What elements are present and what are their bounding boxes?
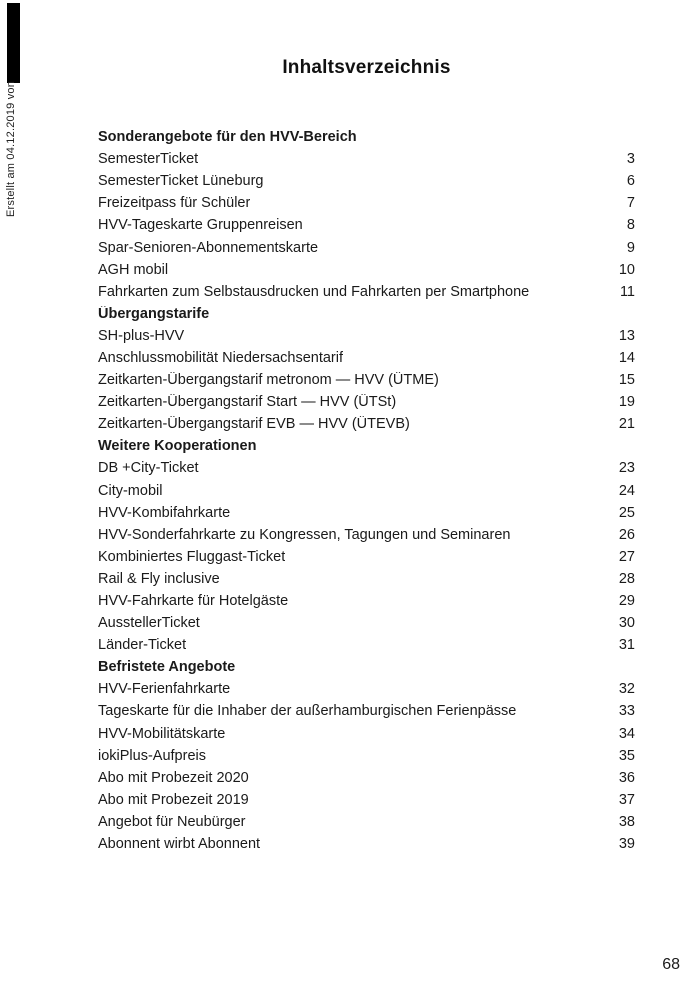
toc-list <box>98 126 635 855</box>
toc-entry-label: Abonnent wirbt Abonnent <box>98 836 261 853</box>
toc-entry-label: Angebot für Neubürger <box>98 813 246 830</box>
toc-entry-page-number: 8 <box>626 217 635 234</box>
toc-entry <box>98 678 635 700</box>
toc-entry-page-number: 9 <box>626 239 635 256</box>
toc-entry <box>98 391 635 413</box>
toc-entry <box>98 480 635 502</box>
toc-entry-page-number: 24 <box>618 482 635 499</box>
toc-entry-label: Länder-Ticket <box>98 637 187 654</box>
toc-entry-label: HVV-Ferienfahrkarte <box>98 681 231 698</box>
toc-entry-page-number: 15 <box>618 372 635 389</box>
toc-entry <box>98 789 635 811</box>
toc-entry-label: HVV-Sonderfahrkarte zu Kongressen, Tagungen und Seminaren <box>98 526 511 543</box>
toc-entry <box>98 833 635 855</box>
footer-page-number: 68 <box>662 956 680 973</box>
toc-entry-page-number: 21 <box>618 416 635 433</box>
toc-entry <box>98 723 635 745</box>
toc-entry-page-number: 10 <box>618 261 635 278</box>
toc-entry-label: City-mobil <box>98 482 163 499</box>
toc-entry-label: iokiPlus-Aufpreis <box>98 747 206 764</box>
toc-entry-label: SH-plus-HVV <box>98 327 185 344</box>
toc-section-heading-label: Übergangstarife <box>98 305 210 322</box>
toc-entry-page-number: 32 <box>618 681 635 698</box>
toc-entry-page-number: 39 <box>618 836 635 853</box>
toc-entry-page-number: 6 <box>626 173 635 190</box>
toc-entry-page-number: 30 <box>618 615 635 632</box>
toc-entry-page-number: 35 <box>618 747 635 764</box>
toc-entry <box>98 590 635 612</box>
toc-entry-label: Zeitkarten-Übergangstarif EVB — HVV (ÜTEVB) <box>98 416 410 433</box>
toc-entry-page-number: 34 <box>618 725 635 742</box>
toc-entry-page-number: 36 <box>618 769 635 786</box>
toc-entry-label: AusstellerTicket <box>98 615 200 632</box>
toc-entry <box>98 148 635 170</box>
toc-entry-page-number: 37 <box>618 791 635 808</box>
toc-entry-label: SemesterTicket Lüneburg <box>98 173 264 190</box>
toc-entry <box>98 811 635 833</box>
toc-entry-label: HVV-Fahrkarte für Hotelgäste <box>98 593 289 610</box>
created-on-note: Erstellt am 04.12.2019 von <box>5 80 17 217</box>
toc-entry <box>98 634 635 656</box>
toc-entry-label: Kombiniertes Fluggast-Ticket <box>98 548 286 565</box>
toc-entry <box>98 457 635 479</box>
toc-entry-label: SemesterTicket <box>98 151 199 168</box>
toc-entry <box>98 524 635 546</box>
toc-entry <box>98 281 635 303</box>
toc-entry-page-number: 7 <box>626 195 635 212</box>
toc-entry-label: HVV-Mobilitätskarte <box>98 725 226 742</box>
toc-entry-page-number: 11 <box>619 283 635 300</box>
toc-entry-label: Freizeitpass für Schüler <box>98 195 251 212</box>
toc-section-heading-label: Befristete Angebote <box>98 659 236 676</box>
toc-entry <box>98 192 635 214</box>
toc-entry-label: Abo mit Probezeit 2019 <box>98 791 249 808</box>
toc-entry-label: HVV-Tageskarte Gruppenreisen <box>98 217 303 234</box>
toc-entry-page-number: 31 <box>618 637 635 654</box>
toc-entry-page-number: 38 <box>618 813 635 830</box>
toc-entry-label: Abo mit Probezeit 2020 <box>98 769 249 786</box>
toc-entry <box>98 369 635 391</box>
toc-entry-label: Spar-Senioren-Abonnementskarte <box>98 239 319 256</box>
toc-entry-page-number: 19 <box>618 394 635 411</box>
redaction-bar <box>7 3 20 83</box>
toc-entry <box>98 700 635 722</box>
toc-entry <box>98 546 635 568</box>
toc-entry-label: Zeitkarten-Übergangstarif Start — HVV (ÜTSt) <box>98 394 397 411</box>
toc-entry <box>98 502 635 524</box>
toc-entry-page-number: 27 <box>618 548 635 565</box>
toc-entry-page-number: 29 <box>618 593 635 610</box>
toc-entry-page-number: 23 <box>618 460 635 477</box>
toc-section-heading <box>98 435 635 457</box>
toc-entry-page-number: 26 <box>618 526 635 543</box>
toc-entry <box>98 767 635 789</box>
toc-entry-label: Anschlussmobilität Niedersachsentarif <box>98 349 343 366</box>
toc-section-heading <box>98 656 635 678</box>
toc-entry-page-number: 28 <box>618 570 635 587</box>
toc-entry-page-number: 33 <box>618 703 635 720</box>
toc-entry-label: Rail & Fly inclusive <box>98 570 220 587</box>
toc-entry-page-number: 14 <box>618 349 635 366</box>
toc-section-heading-label: Weitere Kooperationen <box>98 438 257 455</box>
toc-entry <box>98 170 635 192</box>
toc-entry-page-number: 3 <box>626 151 635 168</box>
toc-entry <box>98 568 635 590</box>
toc-section-heading <box>98 303 635 325</box>
toc-entry <box>98 259 635 281</box>
toc-entry <box>98 612 635 634</box>
toc-entry-page-number: 13 <box>618 327 635 344</box>
toc-entry <box>98 236 635 258</box>
toc-section-heading <box>98 126 635 148</box>
toc-entry-label: Zeitkarten-Übergangstarif metronom — HVV (ÜTME) <box>98 372 439 389</box>
toc-entry <box>98 347 635 369</box>
toc-entry-label: HVV-Kombifahrkarte <box>98 504 231 521</box>
toc-entry <box>98 413 635 435</box>
toc-entry <box>98 745 635 767</box>
toc-entry <box>98 325 635 347</box>
toc-entry-label: AGH mobil <box>98 261 169 278</box>
toc-entry-page-number: 25 <box>618 504 635 521</box>
toc-entry-label: Tageskarte für die Inhaber der außerhamburgischen Ferienpässe <box>98 703 517 720</box>
toc-entry <box>98 214 635 236</box>
toc-entry-label: DB +City-Ticket <box>98 460 199 477</box>
toc-section-heading-label: Sonderangebote für den HVV-Bereich <box>98 129 357 146</box>
toc-entry-label: Fahrkarten zum Selbstausdrucken und Fahrkarten per Smartphone <box>98 283 530 300</box>
page-title: Inhaltsverzeichnis <box>282 57 451 78</box>
